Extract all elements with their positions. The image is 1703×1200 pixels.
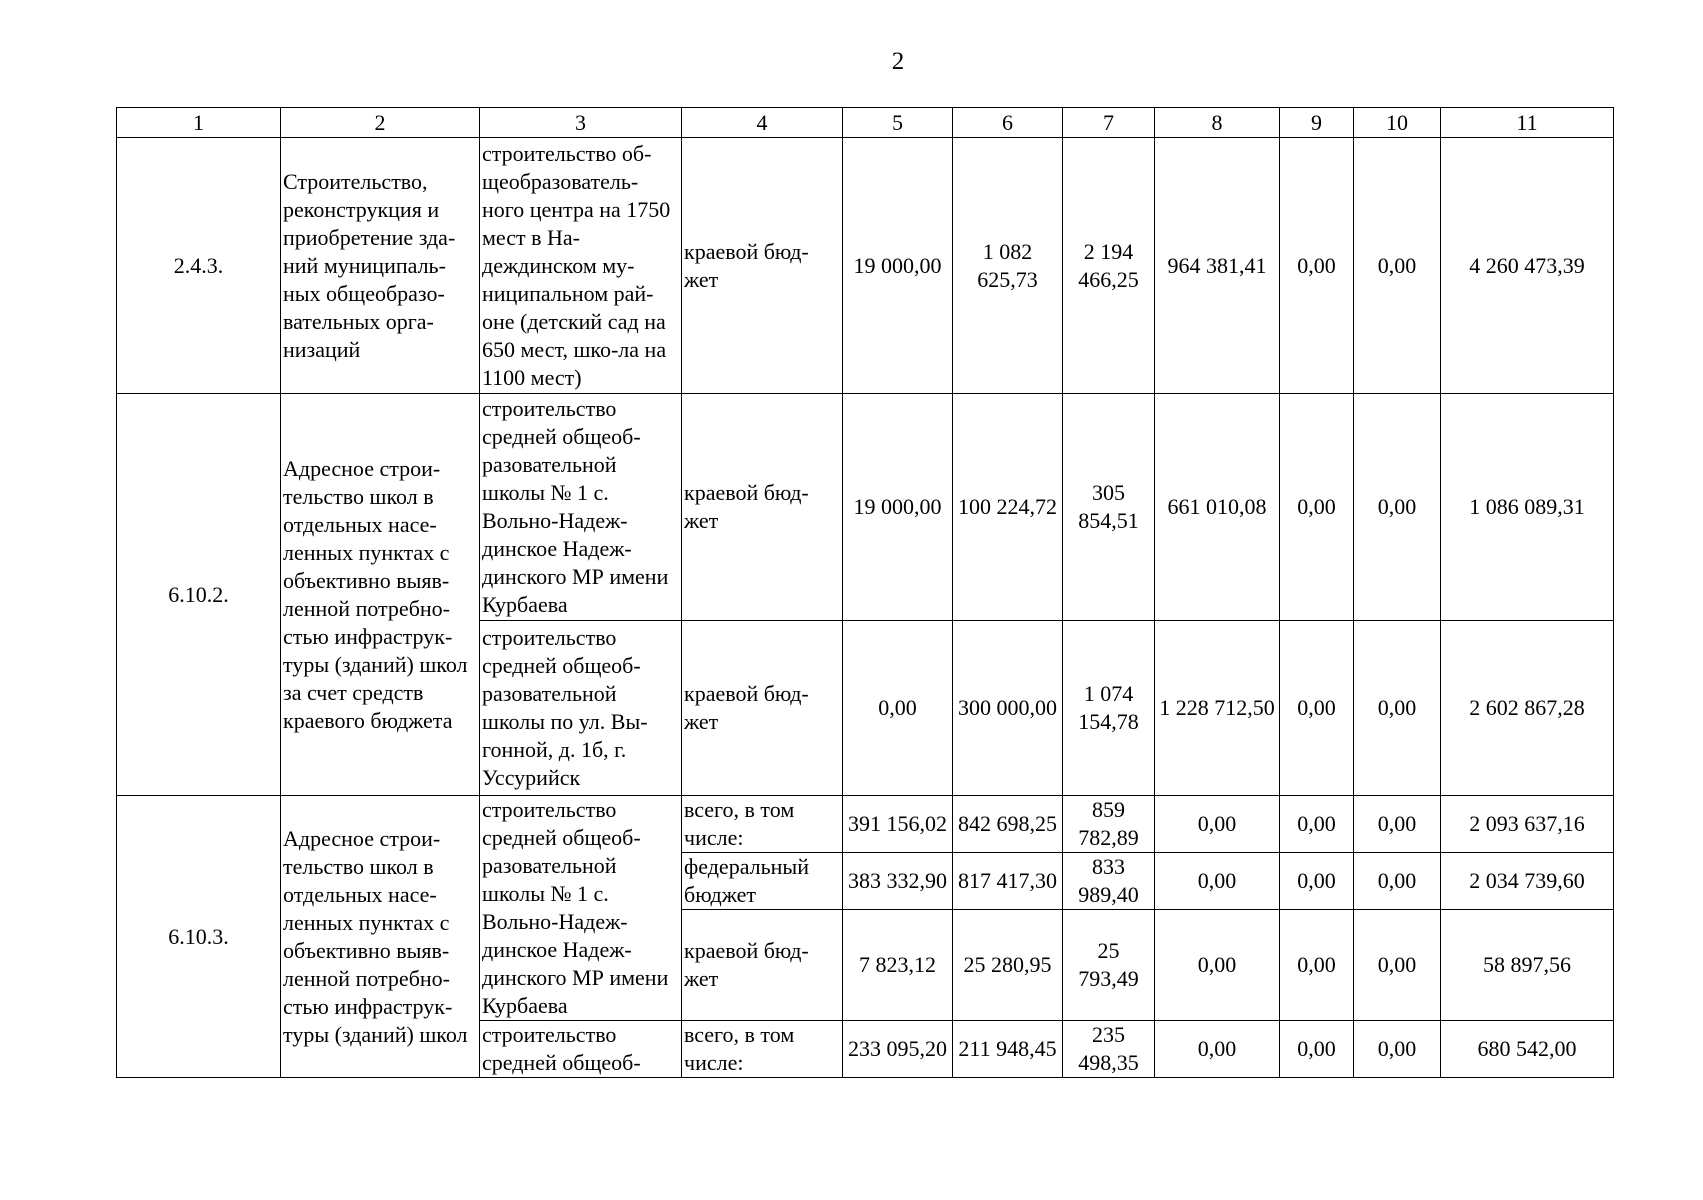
cell-col7: 25 793,49 <box>1063 910 1155 1021</box>
column-header: 7 <box>1063 108 1155 138</box>
cell-col10: 0,00 <box>1354 853 1441 910</box>
row-object: строительство средней общеоб-разовательной школы по ул. Вы-гонной, д. 1б, г. Уссурийск <box>480 621 682 796</box>
cell-col6: 842 698,25 <box>953 796 1063 853</box>
cell-col5: 0,00 <box>843 621 953 796</box>
cell-col8: 1 228 712,50 <box>1155 621 1280 796</box>
row-source: краевой бюд-жет <box>682 138 843 394</box>
header-row <box>117 108 1614 138</box>
cell-col10: 0,00 <box>1354 621 1441 796</box>
column-header: 11 <box>1441 108 1614 138</box>
cell-col9: 0,00 <box>1280 138 1354 394</box>
cell-col6: 817 417,30 <box>953 853 1063 910</box>
cell-col11: 2 093 637,16 <box>1441 796 1614 853</box>
cell-col7: 1 074 154,78 <box>1063 621 1155 796</box>
cell-col7: 859 782,89 <box>1063 796 1155 853</box>
cell-col11: 2 602 867,28 <box>1441 621 1614 796</box>
row-object: строительство средней общеоб-разовательной школы № 1 с. Вольно-Надеж-динское Надеж-динского МР имени Курбаева <box>480 796 682 1021</box>
column-header: 4 <box>682 108 843 138</box>
cell-col10: 0,00 <box>1354 796 1441 853</box>
table-row <box>117 394 1614 621</box>
row-name: Адресное строи-тельство школ в отдельных насе-ленных пунктах с объективно выяв-ленной потребно-стью инфраструк-туры (зданий) школ за счет средств краевого бюджета <box>281 394 480 796</box>
cell-col11: 4 260 473,39 <box>1441 138 1614 394</box>
cell-col6: 300 000,00 <box>953 621 1063 796</box>
cell-col6: 211 948,45 <box>953 1021 1063 1078</box>
cell-col5: 383 332,90 <box>843 853 953 910</box>
row-source: федеральный бюджет <box>682 853 843 910</box>
row-object: строительство об-щеобразователь-ного центра на 1750 мест в На-деждинском му-ниципальном рай-оне (детский сад на 650 мест, шко-ла на 1100 мест) <box>480 138 682 394</box>
cell-col7: 305 854,51 <box>1063 394 1155 621</box>
row-id: 6.10.2. <box>117 394 281 796</box>
row-source: всего, в том числе: <box>682 1021 843 1078</box>
row-name: Строительство, реконструкция и приобретение зда-ний муниципаль-ных общеобразо-вательных орга-низаций <box>281 138 480 394</box>
cell-col8: 0,00 <box>1155 910 1280 1021</box>
cell-col8: 0,00 <box>1155 796 1280 853</box>
column-header: 3 <box>480 108 682 138</box>
cell-col9: 0,00 <box>1280 796 1354 853</box>
cell-col6: 1 082 625,73 <box>953 138 1063 394</box>
cell-col11: 1 086 089,31 <box>1441 394 1614 621</box>
cell-col5: 7 823,12 <box>843 910 953 1021</box>
cell-col10: 0,00 <box>1354 394 1441 621</box>
cell-col7: 833 989,40 <box>1063 853 1155 910</box>
cell-col10: 0,00 <box>1354 138 1441 394</box>
cell-col6: 25 280,95 <box>953 910 1063 1021</box>
row-object: строительство средней общеоб- <box>480 1021 682 1078</box>
column-header: 5 <box>843 108 953 138</box>
column-header: 2 <box>281 108 480 138</box>
cell-col5: 19 000,00 <box>843 394 953 621</box>
cell-col9: 0,00 <box>1280 1021 1354 1078</box>
column-header: 6 <box>953 108 1063 138</box>
cell-col8: 0,00 <box>1155 1021 1280 1078</box>
cell-col7: 235 498,35 <box>1063 1021 1155 1078</box>
row-id: 6.10.3. <box>117 796 281 1078</box>
cell-col10: 0,00 <box>1354 910 1441 1021</box>
page-number: 2 <box>891 48 905 75</box>
cell-col11: 2 034 739,60 <box>1441 853 1614 910</box>
row-name: Адресное строи-тельство школ в отдельных насе-ленных пунктах с объективно выяв-ленной потребно-стью инфраструк-туры (зданий) школ <box>281 796 480 1078</box>
table-row <box>117 796 1614 853</box>
row-id: 2.4.3. <box>117 138 281 394</box>
cell-col9: 0,00 <box>1280 394 1354 621</box>
cell-col11: 58 897,56 <box>1441 910 1614 1021</box>
cell-col11: 680 542,00 <box>1441 1021 1614 1078</box>
row-object: строительство средней общеоб-разовательной школы № 1 с. Вольно-Надеж-динское Надеж-динского МР имени Курбаева <box>480 394 682 621</box>
budget-table <box>116 107 1614 1078</box>
cell-col8: 0,00 <box>1155 853 1280 910</box>
table-row <box>117 138 1614 394</box>
cell-col10: 0,00 <box>1354 1021 1441 1078</box>
cell-col9: 0,00 <box>1280 910 1354 1021</box>
row-source: краевой бюд-жет <box>682 621 843 796</box>
column-header: 10 <box>1354 108 1441 138</box>
cell-col6: 100 224,72 <box>953 394 1063 621</box>
cell-col8: 964 381,41 <box>1155 138 1280 394</box>
cell-col9: 0,00 <box>1280 621 1354 796</box>
row-source: всего, в том числе: <box>682 796 843 853</box>
column-header: 8 <box>1155 108 1280 138</box>
cell-col5: 233 095,20 <box>843 1021 953 1078</box>
cell-col7: 2 194 466,25 <box>1063 138 1155 394</box>
row-source: краевой бюд-жет <box>682 394 843 621</box>
cell-col8: 661 010,08 <box>1155 394 1280 621</box>
row-source: краевой бюд-жет <box>682 910 843 1021</box>
cell-col9: 0,00 <box>1280 853 1354 910</box>
cell-col5: 19 000,00 <box>843 138 953 394</box>
column-header: 9 <box>1280 108 1354 138</box>
column-header: 1 <box>117 108 281 138</box>
cell-col5: 391 156,02 <box>843 796 953 853</box>
